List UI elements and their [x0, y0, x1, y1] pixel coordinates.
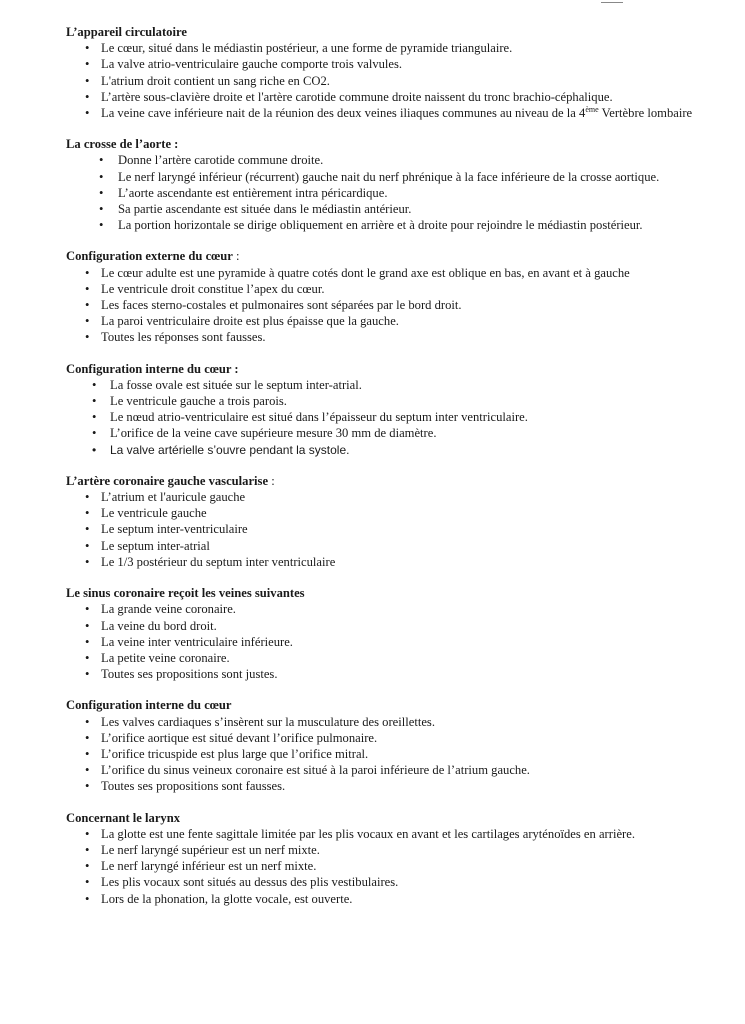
- option-item: • La grande veine coronaire.: [66, 601, 702, 617]
- question-title-colon: :: [268, 473, 275, 488]
- option-item: • Donne l’artère carotide commune droite.: [66, 152, 702, 168]
- option-item: • L’aorte ascendante est entièrement intra péricardique.: [66, 185, 702, 201]
- question-aortic-arch: [66, 136, 702, 233]
- option-text-continued: Vertèbre lombaire: [598, 106, 693, 121]
- option-list: [66, 377, 702, 458]
- option-item: • Sa partie ascendante est située dans le médiastin antérieur.: [66, 201, 702, 217]
- option-item: • Toutes ses propositions sont justes.: [66, 666, 702, 682]
- exam-page: [66, 24, 702, 922]
- option-item: • Le septum inter-ventriculaire: [66, 521, 702, 537]
- question-title: Configuration interne du cœur :: [66, 361, 239, 376]
- option-item: • Le 1/3 postérieur du septum inter ventriculaire: [66, 554, 702, 570]
- option-item: • Le cœur adulte est une pyramide à quatre cotés dont le grand axe est oblique en bas, en avant et à gauche: [66, 265, 702, 281]
- option-list: [66, 40, 702, 121]
- option-item: • L’orifice de la veine cave supérieure mesure 30 mm de diamètre.: [66, 425, 702, 441]
- question-circulatory-system: [66, 24, 702, 121]
- option-item: • Le ventricule gauche a trois parois.: [66, 393, 702, 409]
- question-left-coronary: [66, 473, 702, 570]
- question-title: Le sinus coronaire reçoit les veines suivantes: [66, 586, 305, 601]
- question-title-colon: :: [232, 249, 240, 264]
- option-item: • L’orifice aortique est situé devant l’orifice pulmonaire.: [66, 730, 702, 746]
- option-list: [66, 489, 702, 570]
- question-internal-heart-1: [66, 361, 702, 458]
- option-item: • Les plis vocaux sont situés au dessus des plis vestibulaires.: [66, 874, 702, 890]
- option-item: • L’artère sous-clavière droite et l'artère carotide commune droite naissent du tronc brachio-céphalique.: [66, 89, 702, 105]
- option-item: • La petite veine coronaire.: [66, 650, 702, 666]
- option-item: • La fosse ovale est située sur le septum inter-atrial.: [66, 377, 702, 393]
- option-item: • La paroi ventriculaire droite est plus épaisse que la gauche.: [66, 313, 702, 329]
- option-item: • Toutes les réponses sont fausses.: [66, 329, 702, 345]
- option-item: • La veine inter ventriculaire inférieure.: [66, 634, 702, 650]
- option-item: • L’orifice tricuspide est plus large que l’orifice mitral.: [66, 746, 702, 762]
- option-item: • L’atrium et l'auricule gauche: [66, 489, 702, 505]
- question-external-heart: [66, 248, 702, 345]
- question-title: Configuration interne du cœur: [66, 698, 232, 713]
- option-item: • La glotte est une fente sagittale limitée par les plis vocaux en avant et les cartilages aryténoïdes en arrière.: [66, 826, 702, 842]
- question-larynx: [66, 810, 702, 907]
- question-title: La crosse de l’aorte :: [66, 137, 179, 152]
- option-item: • Le cœur, situé dans le médiastin postérieur, a une forme de pyramide triangulaire.: [66, 40, 702, 56]
- option-item: • Les faces sterno-costales et pulmonaires sont séparées par le bord droit.: [66, 297, 702, 313]
- option-item: [66, 105, 702, 121]
- option-item: • L’orifice du sinus veineux coronaire est situé à la paroi inférieure de l’atrium gauche.: [66, 762, 702, 778]
- question-title: Concernant le larynx: [66, 810, 181, 825]
- option-item: • Le ventricule droit constitue l’apex du cœur.: [66, 281, 702, 297]
- option-list: [66, 265, 702, 346]
- option-text: La veine cave inférieure nait de la réunion des deux veines iliaques communes au niveau de la 4: [101, 106, 586, 121]
- option-item: • Le nœud atrio-ventriculaire est situé dans l’épaisseur du septum inter ventriculaire.: [66, 409, 702, 425]
- option-item: • Lors de la phonation, la glotte vocale, est ouverte.: [66, 891, 702, 907]
- option-item: • La veine du bord droit.: [66, 618, 702, 634]
- question-title: [66, 248, 702, 264]
- option-list: [66, 152, 702, 233]
- option-item: • Le nerf laryngé inférieur (récurrent) gauche nait du nerf phrénique à la face inférieure de la crosse aortique.: [66, 169, 702, 185]
- option-item: • La valve artérielle s’ouvre pendant la systole.: [66, 442, 702, 458]
- option-item: • Le nerf laryngé supérieur est un nerf mixte.: [66, 842, 702, 858]
- ordinal-superscript: ème: [585, 104, 599, 114]
- option-list: [66, 601, 702, 682]
- option-item: • Le nerf laryngé inférieur est un nerf mixte.: [66, 858, 702, 874]
- question-title-text: Configuration externe du cœur: [66, 249, 233, 264]
- question-title-text: L’artère coronaire gauche vascularise: [66, 473, 269, 488]
- option-item: • Le ventricule gauche: [66, 505, 702, 521]
- question-internal-heart-2: [66, 697, 702, 794]
- option-item: • L'atrium droit contient un sang riche en CO2.: [66, 73, 702, 89]
- question-title: [66, 473, 702, 489]
- option-item: • Toutes ses propositions sont fausses.: [66, 778, 702, 794]
- option-item: • La valve atrio-ventriculaire gauche comporte trois valvules.: [66, 56, 702, 72]
- option-item: • Les valves cardiaques s’insèrent sur la musculature des oreillettes.: [66, 714, 702, 730]
- scan-mark: [601, 2, 623, 3]
- option-list: [66, 714, 702, 795]
- option-item: • Le septum inter-atrial: [66, 538, 702, 554]
- option-item: • La portion horizontale se dirige obliquement en arrière et à droite pour rejoindre le médiastin postérieur.: [66, 217, 702, 233]
- question-coronary-sinus: [66, 585, 702, 682]
- question-title: L’appareil circulatoire: [66, 25, 187, 39]
- option-list: [66, 826, 702, 907]
